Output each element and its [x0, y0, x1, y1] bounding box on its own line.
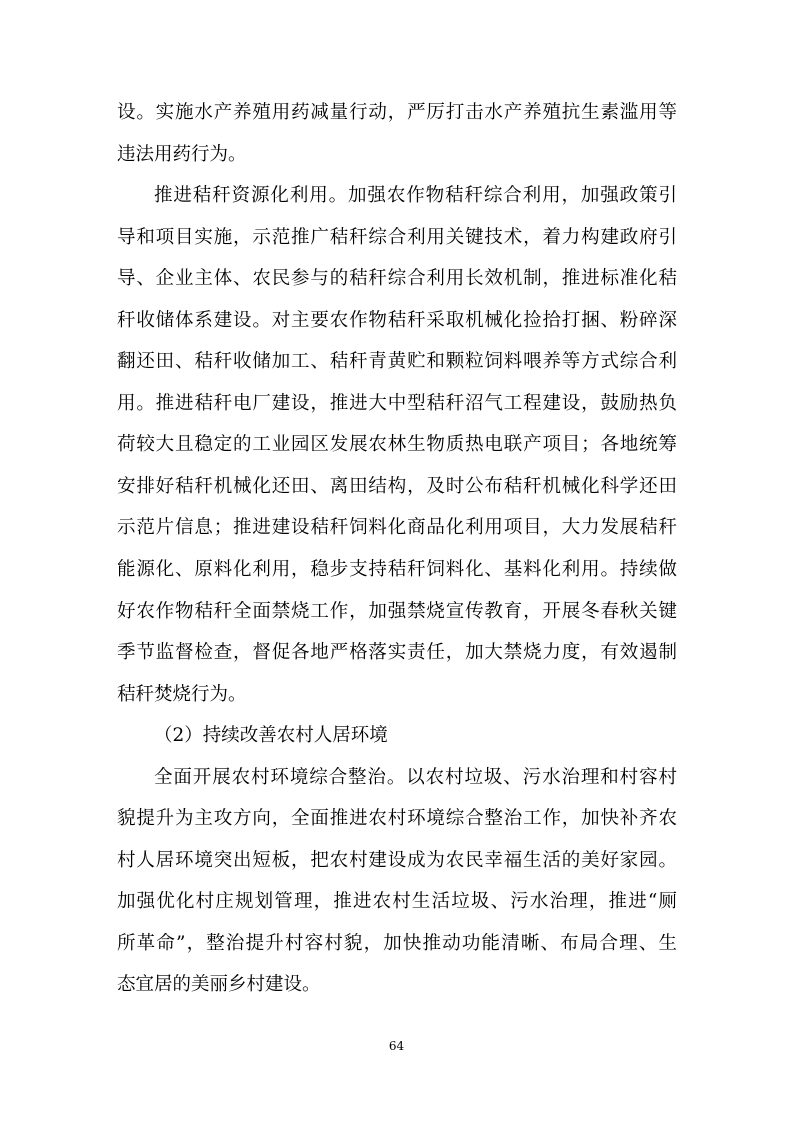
text-line: 推进秸秆资源化利用。加强农作物秸秆综合利用，加强政策引: [154, 185, 677, 207]
paragraph-rural-environment: [117, 757, 677, 1006]
text-line: 导、企业主体、农民参与的秸秆综合利用长效机制，推进标准化秸: [117, 268, 677, 290]
text-line: 秸秆焚烧行为。: [117, 683, 247, 705]
text-line: 所革命”，整治提升村容村貌，加快推动功能清晰、布局合理、生: [117, 932, 677, 954]
text-line: 荷较大且稳定的工业园区发展农林生物质热电联产项目；各地统筹: [117, 434, 677, 456]
text-line: 导和项目实施，示范推广秸秆综合利用关键技术，着力构建政府引: [117, 226, 677, 248]
text-line: 季节监督检查，督促各地严格落实责任，加大禁烧力度，有效遏制: [117, 642, 677, 664]
section-heading: [117, 715, 677, 757]
text-line: 全面开展农村环境综合整治。以农村垃圾、污水治理和村容村: [154, 766, 677, 788]
text-line: 态宜居的美丽乡村建设。: [117, 974, 321, 996]
text-line: 用。推进秸秆电厂建设，推进大中型秸秆沼气工程建设，鼓励热负: [117, 392, 677, 414]
text-line: 示范片信息；推进建设秸秆饲料化商品化利用项目，大力发展秸秆: [117, 517, 677, 539]
text-line: 翻还田、秸秆收储加工、秸秆青黄贮和颗粒饲料喂养等方式综合利: [117, 351, 677, 373]
text-line: 貌提升为主攻方向，全面推进农村环境综合整治工作，加快补齐农: [117, 808, 677, 830]
text-line: 秆收储体系建设。对主要农作物秸秆采取机械化捡拾打捆、粉碎深: [117, 309, 677, 331]
paragraph-aquaculture-continuation: [117, 92, 677, 175]
text-line: 违法用药行为。: [117, 143, 247, 165]
text-line: 安排好秸秆机械化还田、离田结构，及时公布秸秆机械化科学还田: [117, 475, 677, 497]
text-line: 好农作物秸秆全面禁烧工作，加强禁烧宣传教育，开展冬春秋关键: [117, 600, 677, 622]
page-number: 64: [388, 1039, 405, 1053]
text-line: 村人居环境突出短板，把农村建设成为农民幸福生活的美好家园。: [117, 849, 677, 871]
text-line: 能源化、原料化利用，稳步支持秸秆饲料化、基料化利用。持续做: [117, 559, 677, 581]
body-text: [117, 92, 677, 1006]
text-line: 设。实施水产养殖用药减量行动，严厉打击水产养殖抗生素滥用等: [117, 102, 677, 123]
text-line: 加强优化村庄规划管理，推进农村生活垃圾、污水治理，推进“厕: [117, 891, 677, 913]
paragraph-straw-utilization: [117, 175, 677, 715]
heading-line: （2）持续改善农村人居环境: [154, 725, 388, 747]
